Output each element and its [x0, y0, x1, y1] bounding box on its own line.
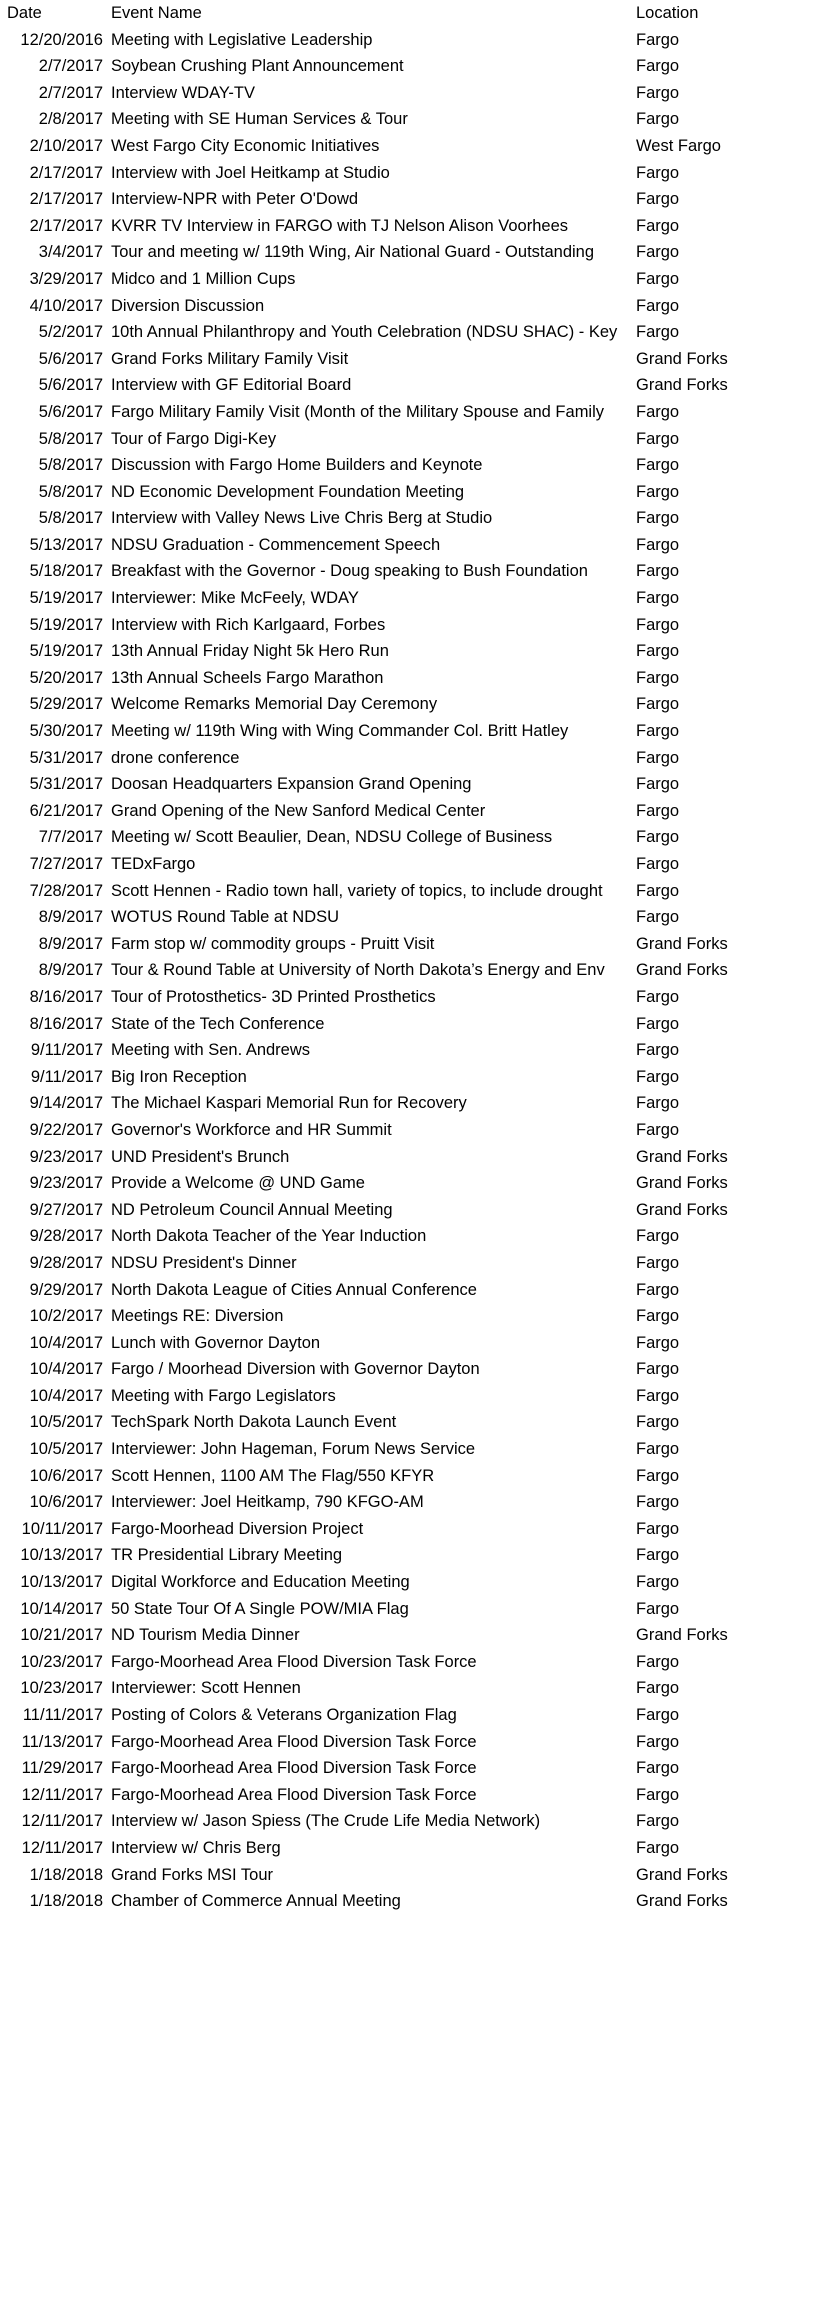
location-cell: Grand Forks	[636, 1626, 728, 1645]
table-row	[0, 1835, 840, 1862]
date-cell: 5/29/2017	[29, 695, 103, 714]
location-cell: Fargo	[636, 269, 680, 288]
location-cell: Fargo	[636, 190, 680, 209]
event-name-cell: Midco and 1 Million Cups	[111, 269, 296, 288]
location-cell: Fargo	[636, 30, 680, 49]
date-cell: 10/11/2017	[21, 1519, 103, 1538]
event-name-cell: Lunch with Governor Dayton	[111, 1333, 321, 1352]
event-name-cell: Fargo Military Family Visit (Month of the Military Spouse and Family	[111, 402, 605, 421]
date-cell: 5/18/2017	[29, 562, 103, 581]
location-cell: Fargo	[636, 855, 680, 873]
event-name-cell: Fargo-Moorhead Area Flood Diversion Task Force	[111, 1652, 477, 1671]
date-cell: 5/31/2017	[29, 775, 103, 794]
date-cell: 2/10/2017	[29, 136, 103, 155]
event-name-cell: Interview with Joel Heitkamp at Studio	[111, 163, 390, 182]
table-row	[0, 160, 840, 187]
location-cell: Fargo	[636, 1573, 680, 1592]
location-cell: Fargo	[636, 748, 680, 767]
table-row	[0, 1463, 840, 1490]
location-cell: Fargo	[636, 1652, 680, 1671]
location-cell: Fargo	[636, 1706, 680, 1724]
location-cell: Grand Forks	[636, 1147, 728, 1166]
event-name-cell: Discussion with Fargo Home Builders and Keynote	[111, 456, 483, 475]
date-cell: 4/10/2017	[29, 296, 103, 315]
table-row	[0, 213, 840, 240]
table-row	[0, 239, 840, 266]
table-row	[0, 266, 840, 293]
event-name-cell: Meeting with Fargo Legislators	[111, 1386, 336, 1405]
location-cell: Grand Forks	[636, 1892, 728, 1911]
location-cell: Fargo	[636, 216, 680, 235]
event-name-cell: Interview WDAY-TV	[111, 83, 255, 102]
table-row	[0, 1649, 840, 1676]
event-name-cell: Interview with Valley News Live Chris Berg at Studio	[111, 509, 493, 528]
location-cell: Fargo	[636, 775, 680, 794]
date-cell: 5/8/2017	[38, 429, 103, 448]
table-row	[0, 1888, 840, 1915]
date-cell: 8/9/2017	[38, 908, 103, 927]
event-name-cell: Fargo-Moorhead Area Flood Diversion Task Force	[111, 1732, 477, 1751]
date-cell: 9/23/2017	[29, 1174, 103, 1193]
date-cell: 10/2/2017	[29, 1307, 103, 1326]
table-row	[0, 1516, 840, 1543]
event-name-cell: 10th Annual Philanthropy and Youth Celebration (NDSU SHAC) - Key	[111, 323, 618, 342]
location-cell: Fargo	[636, 509, 680, 528]
date-cell: 9/23/2017	[29, 1147, 103, 1166]
date-cell: 5/30/2017	[29, 722, 103, 741]
date-header: Date	[7, 4, 42, 22]
event-name-cell: Interviewer: Joel Heitkamp, 790 KFGO-AM	[111, 1493, 424, 1512]
date-cell: 10/4/2017	[29, 1386, 103, 1405]
date-cell: 2/7/2017	[38, 57, 103, 76]
location-cell: Fargo	[636, 1440, 680, 1459]
event-name-cell: Interview with Rich Karlgaard, Forbes	[111, 615, 386, 634]
date-cell: 10/23/2017	[20, 1679, 103, 1698]
date-cell: 2/8/2017	[38, 110, 103, 129]
date-cell: 10/13/2017	[20, 1573, 103, 1592]
location-cell: Fargo	[636, 429, 680, 448]
location-cell: Fargo	[636, 1519, 680, 1538]
date-cell: 10/5/2017	[29, 1413, 103, 1432]
event-name-cell: North Dakota League of Cities Annual Conference	[111, 1280, 477, 1299]
table-row	[0, 1223, 840, 1250]
location-cell: Fargo	[636, 801, 680, 820]
location-cell: Grand Forks	[636, 1865, 728, 1884]
location-cell: Fargo	[636, 482, 680, 501]
date-cell: 11/13/2017	[21, 1732, 103, 1751]
date-cell: 2/17/2017	[29, 190, 103, 209]
date-cell: 3/29/2017	[29, 269, 103, 288]
date-cell: 10/4/2017	[29, 1360, 103, 1379]
table-row	[0, 1303, 840, 1330]
table-row	[0, 691, 840, 718]
event-name-cell: UND President's Brunch	[111, 1147, 290, 1166]
table-row	[0, 1117, 840, 1144]
event-name-cell: Farm stop w/ commodity groups - Pruitt Visit	[111, 934, 435, 953]
table-row	[0, 745, 840, 772]
event-name-cell: ND Petroleum Council Annual Meeting	[111, 1200, 393, 1219]
date-cell: 3/4/2017	[38, 243, 103, 262]
table-row	[0, 1144, 840, 1171]
table-row	[0, 798, 840, 825]
table-row	[0, 931, 840, 958]
location-cell: Grand Forks	[636, 961, 728, 980]
event-name-cell: Doosan Headquarters Expansion Grand Opening	[111, 775, 472, 794]
date-cell: 9/27/2017	[29, 1200, 103, 1219]
table-row	[0, 1170, 840, 1197]
event-name-cell: Governor's Workforce and HR Summit	[111, 1120, 392, 1139]
location-cell: Fargo	[636, 589, 680, 608]
event-name-cell: Interview with GF Editorial Board	[111, 376, 352, 395]
location-cell: Fargo	[636, 57, 680, 76]
event-name-cell: Grand Opening of the New Sanford Medical Center	[111, 801, 486, 820]
location-cell: Fargo	[636, 456, 680, 475]
location-cell: Grand Forks	[636, 1174, 728, 1193]
table-row	[0, 957, 840, 984]
location-cell: Fargo	[636, 1732, 680, 1751]
event-name-cell: North Dakota Teacher of the Year Induction	[111, 1227, 427, 1246]
table-row	[0, 1808, 840, 1835]
location-cell: Fargo	[636, 881, 680, 900]
table-row	[0, 1356, 840, 1383]
location-cell: Fargo	[636, 1386, 680, 1405]
date-cell: 9/29/2017	[29, 1280, 103, 1299]
event-name-cell: State of the Tech Conference	[111, 1014, 325, 1033]
location-cell: Fargo	[636, 722, 680, 741]
event-name-cell: Fargo-Moorhead Area Flood Diversion Task Force	[111, 1759, 477, 1778]
table-row	[0, 346, 840, 373]
table-row	[0, 1436, 840, 1463]
date-cell: 10/21/2017	[20, 1626, 103, 1645]
table-row	[0, 638, 840, 665]
date-cell: 2/17/2017	[29, 216, 103, 235]
event-name-cell: West Fargo City Economic Initiatives	[111, 136, 380, 155]
table-row	[0, 1250, 840, 1277]
table-row	[0, 558, 840, 585]
date-cell: 9/11/2017	[30, 1041, 103, 1060]
event-name-cell: Diversion Discussion	[111, 296, 265, 315]
event-name-header: Event Name	[111, 4, 202, 22]
table-row	[0, 984, 840, 1011]
table-row	[0, 1197, 840, 1224]
date-cell: 11/11/2017	[22, 1706, 103, 1724]
table-row	[0, 293, 840, 320]
location-cell: Fargo	[636, 1067, 680, 1086]
event-name-cell: Digital Workforce and Education Meeting	[111, 1573, 410, 1592]
date-cell: 8/9/2017	[38, 961, 103, 980]
event-name-cell: Fargo-Moorhead Area Flood Diversion Task Force	[111, 1785, 477, 1804]
table-row	[0, 1011, 840, 1038]
location-cell: Grand Forks	[636, 349, 728, 368]
event-name-cell: Interviewer: Scott Hennen	[111, 1679, 301, 1698]
table-body	[0, 27, 840, 1915]
date-cell: 7/27/2017	[29, 855, 103, 873]
date-cell: 10/5/2017	[29, 1440, 103, 1459]
event-name-cell: TEDxFargo	[111, 855, 196, 873]
event-name-cell: Big Iron Reception	[111, 1067, 247, 1086]
date-cell: 7/28/2017	[29, 881, 103, 900]
table-row	[0, 1862, 840, 1889]
event-name-cell: Meeting with Sen. Andrews	[111, 1041, 311, 1060]
date-cell: 2/17/2017	[29, 163, 103, 182]
location-cell: Fargo	[636, 1759, 680, 1778]
date-cell: 12/11/2017	[21, 1785, 103, 1804]
table-row	[0, 372, 840, 399]
location-cell: Fargo	[636, 695, 680, 714]
event-name-cell: The Michael Kaspari Memorial Run for Recovery	[111, 1094, 467, 1113]
event-name-cell: drone conference	[111, 748, 240, 767]
event-name-cell: Interviewer: John Hageman, Forum News Service	[111, 1440, 476, 1459]
location-cell: Grand Forks	[636, 1200, 728, 1219]
event-name-cell: Grand Forks MSI Tour	[111, 1865, 273, 1884]
date-cell: 5/13/2017	[29, 535, 103, 554]
location-cell: Fargo	[636, 323, 680, 342]
table-row	[0, 1489, 840, 1516]
date-cell: 10/4/2017	[29, 1333, 103, 1352]
table-row	[0, 1064, 840, 1091]
event-name-cell: Chamber of Commerce Annual Meeting	[111, 1892, 401, 1911]
event-name-cell: ND Economic Development Foundation Meeting	[111, 482, 465, 501]
event-name-cell: NDSU Graduation - Commencement Speech	[111, 535, 441, 554]
location-cell: Fargo	[636, 668, 680, 687]
date-cell: 1/18/2018	[29, 1865, 103, 1884]
event-name-cell: Posting of Colors & Veterans Organization Flag	[111, 1706, 457, 1724]
event-name-cell: NDSU President's Dinner	[111, 1253, 297, 1272]
event-name-cell: Tour & Round Table at University of North Dakota’s Energy and Env	[111, 961, 605, 980]
location-cell: Fargo	[636, 1094, 680, 1113]
date-cell: 5/6/2017	[38, 402, 103, 421]
location-cell: Fargo	[636, 1280, 680, 1299]
location-cell: Fargo	[636, 1307, 680, 1326]
location-cell: Fargo	[636, 908, 680, 927]
event-name-cell: Soybean Crushing Plant Announcement	[111, 57, 404, 76]
event-name-cell: Scott Hennen, 1100 AM The Flag/550 KFYR	[111, 1466, 435, 1485]
location-cell: Fargo	[636, 1466, 680, 1485]
location-cell: Fargo	[636, 1413, 680, 1432]
event-name-cell: 13th Annual Scheels Fargo Marathon	[111, 668, 384, 687]
event-name-cell: KVRR TV Interview in FARGO with TJ Nelson Alison Voorhees	[111, 216, 568, 235]
location-cell: Fargo	[636, 110, 680, 129]
location-cell: Fargo	[636, 296, 680, 315]
date-cell: 9/14/2017	[29, 1094, 103, 1113]
table-row	[0, 505, 840, 532]
event-name-cell: Meeting with SE Human Services & Tour	[111, 110, 408, 129]
event-name-cell: Meeting w/ Scott Beaulier, Dean, NDSU College of Business	[111, 828, 553, 847]
date-cell: 11/29/2017	[21, 1759, 103, 1778]
table-row	[0, 824, 840, 851]
table-row	[0, 1330, 840, 1357]
date-cell: 12/11/2017	[21, 1812, 103, 1831]
location-cell: Fargo	[636, 1838, 680, 1857]
date-cell: 6/21/2017	[29, 801, 103, 820]
location-cell: Fargo	[636, 1014, 680, 1033]
location-cell: Fargo	[636, 1333, 680, 1352]
table-row	[0, 452, 840, 479]
date-cell: 5/2/2017	[38, 323, 103, 342]
event-name-cell: Scott Hennen - Radio town hall, variety of topics, to include drought	[111, 881, 603, 900]
location-cell: Fargo	[636, 562, 680, 581]
event-name-cell: Meeting w/ 119th Wing with Wing Commander Col. Britt Hatley	[111, 722, 569, 741]
date-cell: 5/19/2017	[29, 589, 103, 608]
date-cell: 9/28/2017	[29, 1253, 103, 1272]
location-cell: Fargo	[636, 1785, 680, 1804]
location-cell: Fargo	[636, 1812, 680, 1831]
table-row	[0, 399, 840, 426]
event-name-cell: 13th Annual Friday Night 5k Hero Run	[111, 642, 389, 661]
table-row	[0, 80, 840, 107]
table-row	[0, 426, 840, 453]
table-row	[0, 133, 840, 160]
table-row	[0, 904, 840, 931]
table-row	[0, 186, 840, 213]
table-row	[0, 665, 840, 692]
date-cell: 8/16/2017	[29, 1014, 103, 1033]
table-row	[0, 106, 840, 133]
location-cell: West Fargo	[636, 136, 721, 155]
table-row	[0, 479, 840, 506]
date-cell: 5/31/2017	[29, 748, 103, 767]
event-name-cell: Tour and meeting w/ 119th Wing, Air National Guard - Outstanding	[111, 243, 595, 262]
location-cell: Fargo	[636, 243, 680, 262]
location-cell: Fargo	[636, 642, 680, 661]
table-row	[0, 612, 840, 639]
date-cell: 5/6/2017	[38, 376, 103, 395]
location-cell: Fargo	[636, 1253, 680, 1272]
table-row	[0, 1037, 840, 1064]
event-name-cell: 50 State Tour Of A Single POW/MIA Flag	[111, 1599, 409, 1618]
event-name-cell: WOTUS Round Table at NDSU	[111, 908, 340, 927]
table-row	[0, 532, 840, 559]
location-cell: Fargo	[636, 1360, 680, 1379]
date-cell: 5/20/2017	[29, 668, 103, 687]
event-name-cell: Fargo-Moorhead Diversion Project	[111, 1519, 364, 1538]
location-cell: Fargo	[636, 83, 680, 102]
location-cell: Fargo	[636, 1227, 680, 1246]
event-name-cell: Interview w/ Jason Spiess (The Crude Life Media Network)	[111, 1812, 541, 1831]
date-cell: 10/6/2017	[29, 1466, 103, 1485]
location-cell: Grand Forks	[636, 376, 728, 395]
location-cell: Fargo	[636, 615, 680, 634]
date-cell: 5/8/2017	[38, 509, 103, 528]
date-cell: 12/20/2016	[20, 30, 103, 49]
date-cell: 10/6/2017	[29, 1493, 103, 1512]
table-row	[0, 1542, 840, 1569]
event-name-cell: Provide a Welcome @ UND Game	[111, 1174, 365, 1193]
date-cell: 2/7/2017	[38, 83, 103, 102]
date-cell: 9/22/2017	[29, 1120, 103, 1139]
location-cell: Fargo	[636, 828, 680, 847]
table-row	[0, 1409, 840, 1436]
table-row	[0, 1729, 840, 1756]
table-row	[0, 1277, 840, 1304]
date-cell: 8/16/2017	[29, 987, 103, 1006]
event-name-cell: Grand Forks Military Family Visit	[111, 349, 349, 368]
date-cell: 9/11/2017	[30, 1067, 103, 1086]
location-cell: Fargo	[636, 1599, 680, 1618]
date-cell: 10/14/2017	[20, 1599, 103, 1618]
table-row	[0, 878, 840, 905]
location-cell: Fargo	[636, 535, 680, 554]
table-row	[0, 1702, 840, 1729]
table-row	[0, 1090, 840, 1117]
date-cell: 7/7/2017	[38, 828, 103, 847]
table-row	[0, 1622, 840, 1649]
date-cell: 10/13/2017	[20, 1546, 103, 1565]
event-name-cell: Interview w/ Chris Berg	[111, 1838, 281, 1857]
date-cell: 5/6/2017	[38, 349, 103, 368]
date-cell: 12/11/2017	[21, 1838, 103, 1857]
location-cell: Fargo	[636, 1120, 680, 1139]
event-name-cell: Breakfast with the Governor - Doug speaking to Bush Foundation	[111, 562, 588, 581]
table-row	[0, 718, 840, 745]
table-row	[0, 1383, 840, 1410]
date-cell: 8/9/2017	[38, 934, 103, 953]
location-cell: Fargo	[636, 1546, 680, 1565]
location-cell: Fargo	[636, 1041, 680, 1060]
table-row	[0, 585, 840, 612]
location-cell: Fargo	[636, 1679, 680, 1698]
event-name-cell: Interview-NPR with Peter O'Dowd	[111, 190, 359, 209]
location-cell: Fargo	[636, 163, 680, 182]
event-name-cell: TechSpark North Dakota Launch Event	[111, 1413, 397, 1432]
location-header: Location	[636, 4, 699, 22]
event-name-cell: Meeting with Legislative Leadership	[111, 30, 373, 49]
event-name-cell: Tour of Protosthetics- 3D Printed Prosthetics	[111, 987, 436, 1006]
date-cell: 10/23/2017	[20, 1652, 103, 1671]
table-row	[0, 771, 840, 798]
table-row	[0, 1755, 840, 1782]
event-name-cell: Meetings RE: Diversion	[111, 1307, 284, 1326]
table-row	[0, 1596, 840, 1623]
event-name-cell: TR Presidential Library Meeting	[111, 1546, 343, 1565]
table-row	[0, 27, 840, 54]
date-cell: 1/18/2018	[29, 1892, 103, 1911]
date-cell: 5/19/2017	[29, 615, 103, 634]
table-row	[0, 851, 840, 878]
table-row	[0, 1782, 840, 1809]
date-cell: 5/8/2017	[38, 482, 103, 501]
event-name-cell: Interviewer: Mike McFeely, WDAY	[111, 589, 359, 608]
location-cell: Fargo	[636, 402, 680, 421]
event-name-cell: Fargo / Moorhead Diversion with Governor Dayton	[111, 1360, 480, 1379]
table-row	[0, 1569, 840, 1596]
table-row	[0, 1675, 840, 1702]
date-cell: 5/8/2017	[38, 456, 103, 475]
date-cell: 9/28/2017	[29, 1227, 103, 1246]
event-name-cell: Tour of Fargo Digi-Key	[111, 429, 277, 448]
location-cell: Grand Forks	[636, 934, 728, 953]
location-cell: Fargo	[636, 1493, 680, 1512]
table-row	[0, 319, 840, 346]
event-name-cell: Welcome Remarks Memorial Day Ceremony	[111, 695, 438, 714]
table-row	[0, 53, 840, 80]
header-row	[0, 0, 840, 27]
date-cell: 5/19/2017	[29, 642, 103, 661]
event-name-cell: ND Tourism Media Dinner	[111, 1626, 300, 1645]
location-cell: Fargo	[636, 987, 680, 1006]
